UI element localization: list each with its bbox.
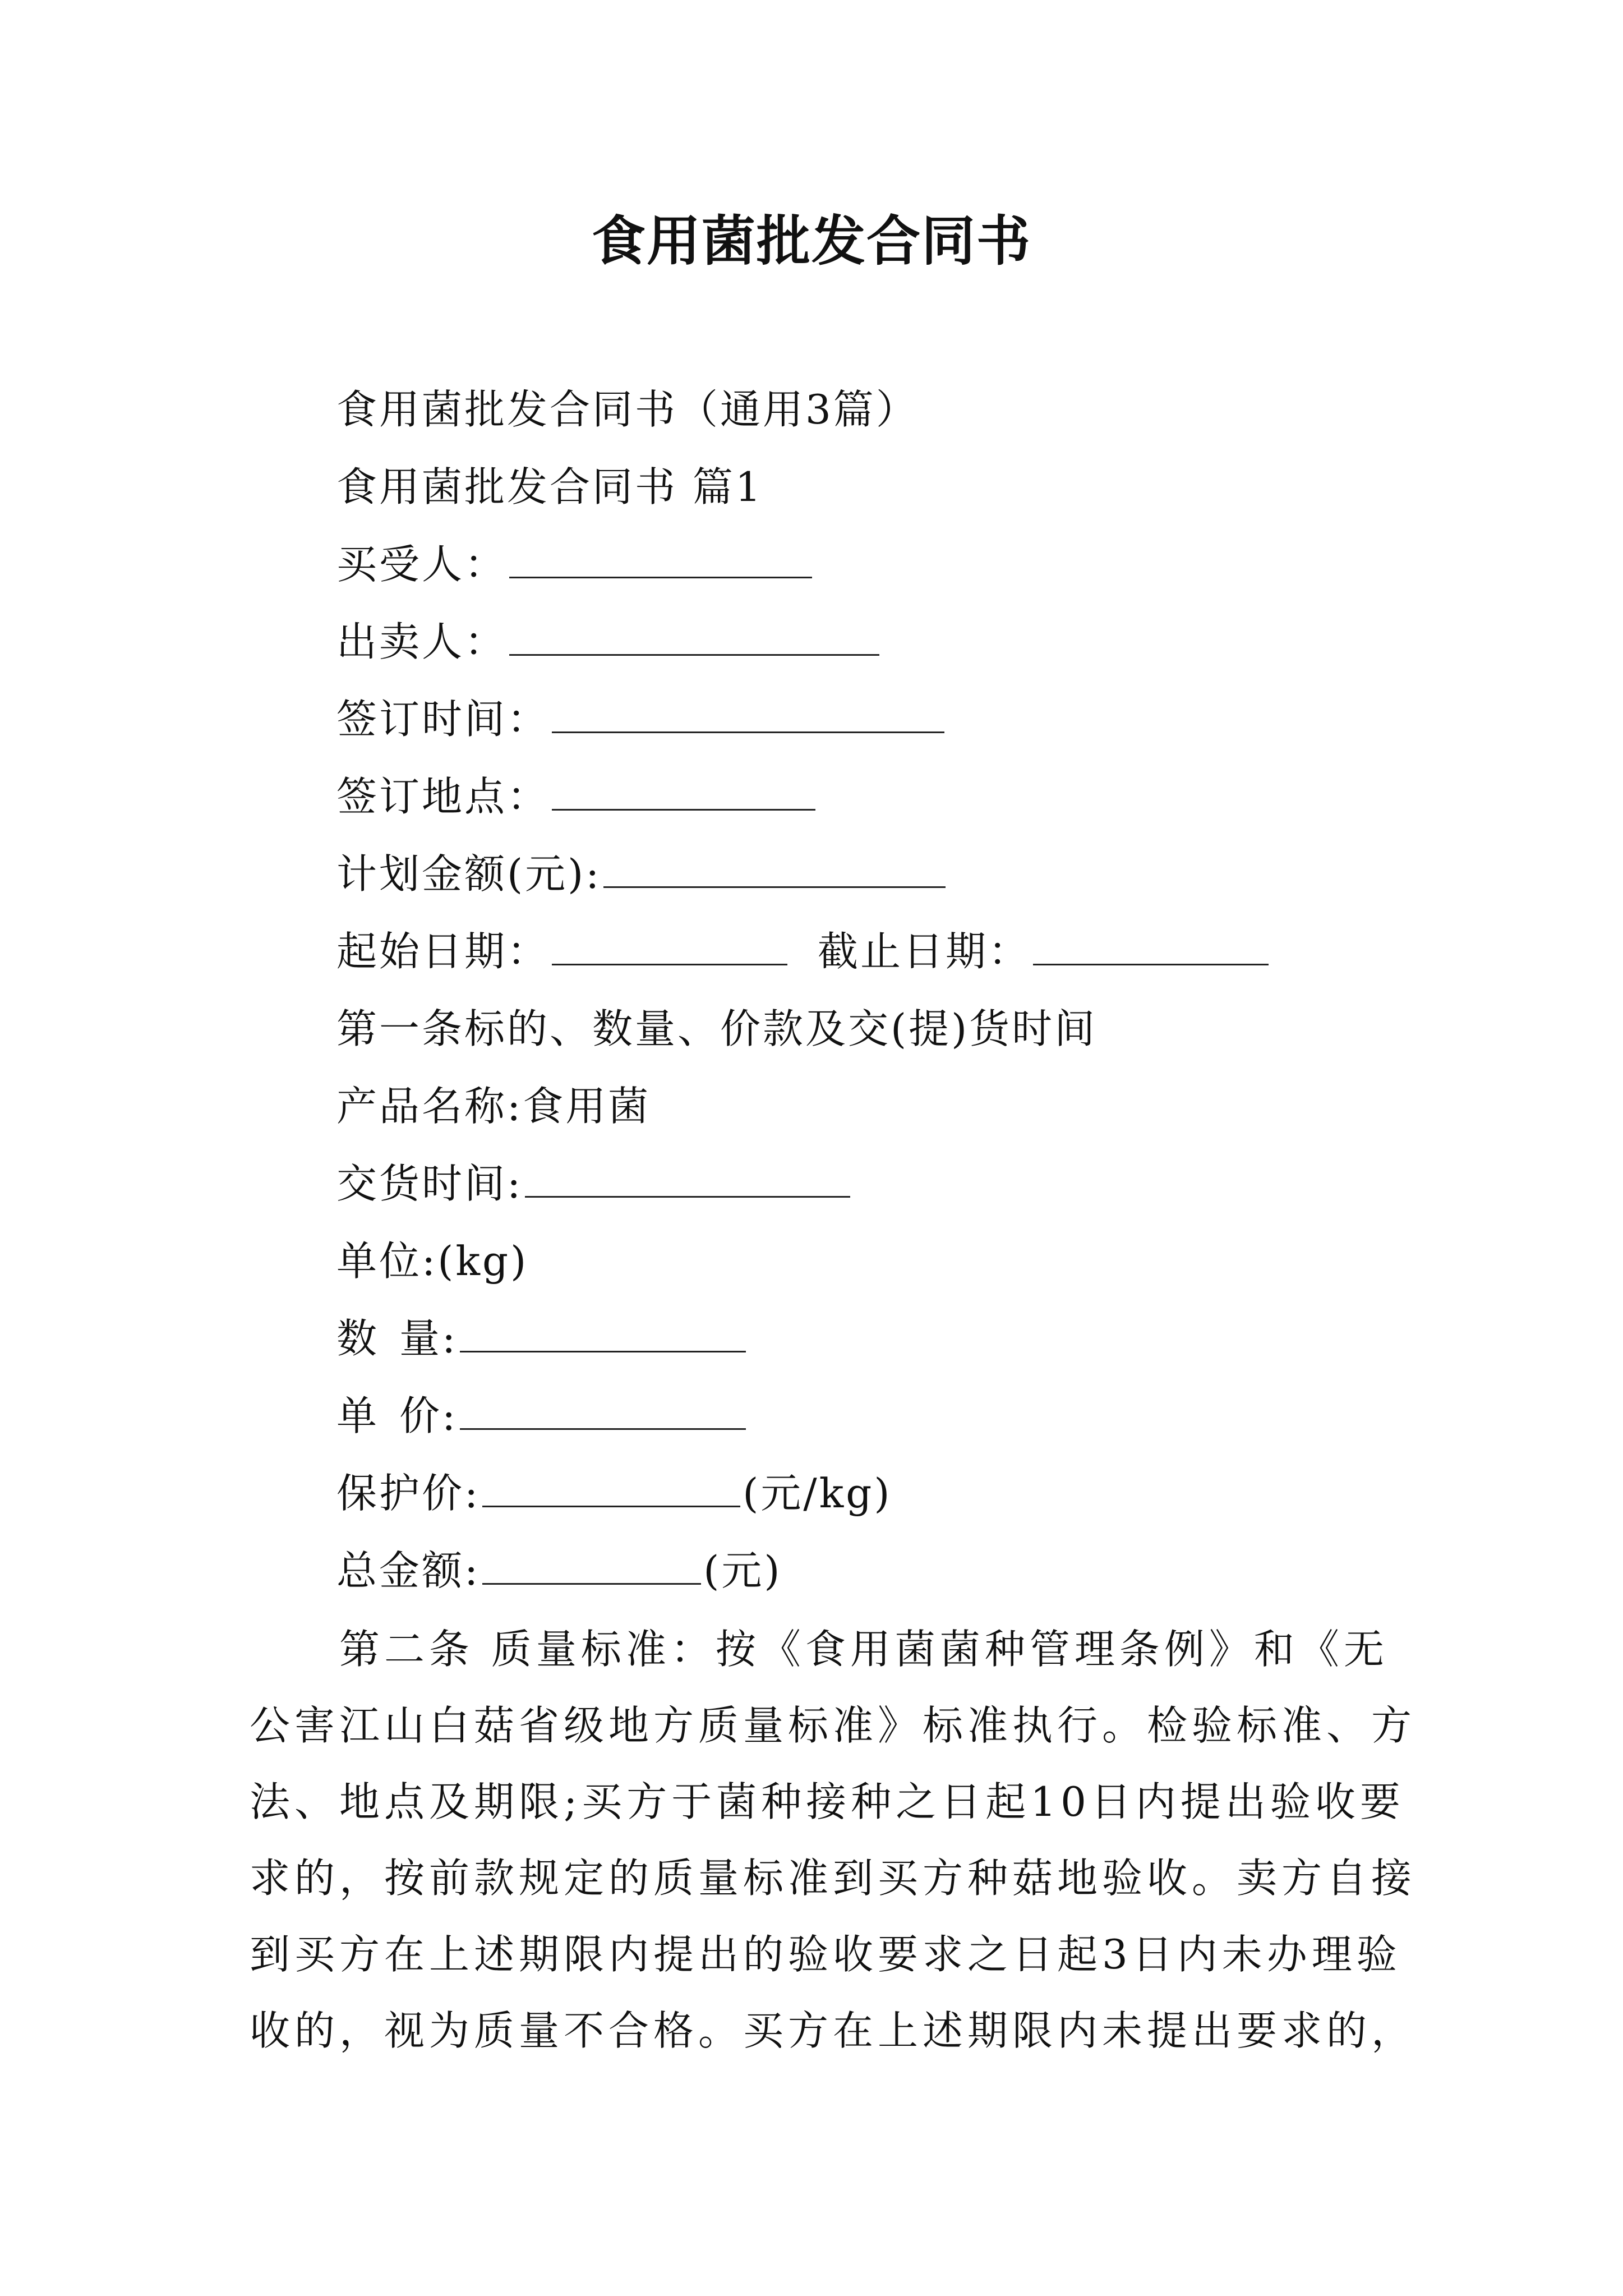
delivery-time-blank[interactable]: [525, 1167, 850, 1198]
article2-line-2: 公害江山白菇省级地方质量标准》标准执行。检验标准、方: [250, 1702, 1417, 1749]
unit-price-blank[interactable]: [460, 1399, 746, 1430]
document-title: 食用菌批发合同书: [592, 210, 1031, 273]
quantity-label-2: 量:: [399, 1315, 458, 1362]
date-range-row: [336, 918, 1271, 985]
sign-time-row: [336, 685, 947, 753]
article2-paragraph: [250, 1611, 1417, 2069]
end-date-label: 截止日期：: [818, 928, 1031, 975]
article2-line-5: 到买方在上述期限内提出的验收要求之日起3日内未办理验: [250, 1931, 1401, 1978]
sign-place-blank[interactable]: [552, 780, 815, 811]
buyer-row: [336, 531, 814, 598]
section-heading: 食用菌批发合同书 篇1: [336, 463, 763, 510]
total-amount-label: 总金额:: [336, 1547, 481, 1594]
planned-amount-row: [336, 840, 948, 908]
article2-line-6: 收的，视为质量不合格。买方在上述期限内未提出要求的，: [250, 2007, 1417, 2054]
buyer-label: 买受人：: [336, 541, 508, 588]
article2-line-1: 第二条 质量标准：按《食用菌菌种管理条例》和《无: [339, 1626, 1389, 1673]
seller-blank[interactable]: [509, 625, 879, 656]
product-name-value: 食用菌: [523, 1083, 651, 1130]
document-subtitle: 食用菌批发合同书（通用3篇）: [336, 386, 919, 433]
unit-price-label-1: 单: [336, 1392, 380, 1439]
sign-time-label: 签订时间：: [336, 696, 550, 743]
start-date-label: 起始日期：: [336, 928, 550, 975]
article2-line-3: 法、地点及期限;买方于菌种接种之日起10日内提出验收要: [250, 1778, 1405, 1825]
unit-price-row: [336, 1382, 748, 1450]
planned-amount-blank[interactable]: [603, 857, 946, 888]
sign-time-blank[interactable]: [552, 702, 944, 733]
sign-place-row: [336, 763, 818, 830]
delivery-time-row: [336, 1150, 852, 1217]
seller-row: [336, 608, 882, 675]
start-date-blank[interactable]: [552, 935, 787, 965]
quantity-blank[interactable]: [460, 1322, 746, 1352]
product-name-row: [336, 1073, 651, 1140]
unit-row: 单位:(kg): [336, 1237, 529, 1285]
sign-place-label: 签订地点：: [336, 773, 550, 820]
delivery-time-label: 交货时间:: [336, 1160, 523, 1207]
protect-price-label: 保护价:: [336, 1470, 481, 1517]
end-date-blank[interactable]: [1033, 935, 1269, 965]
total-amount-unit: (元): [703, 1547, 782, 1594]
protect-price-unit: (元/kg): [743, 1470, 892, 1517]
total-amount-row: [336, 1537, 782, 1604]
article2-line-4: 求的，按前款规定的质量标准到买方种菇地验收。卖方自接: [250, 1855, 1417, 1902]
protect-price-blank[interactable]: [482, 1476, 740, 1507]
protect-price-row: [336, 1460, 892, 1527]
planned-amount-label: 计划金额(元):: [336, 850, 602, 898]
product-name-label: 产品名称:: [336, 1083, 523, 1130]
quantity-label-1: 数: [336, 1315, 380, 1362]
buyer-blank[interactable]: [509, 547, 812, 578]
total-amount-blank[interactable]: [482, 1554, 701, 1585]
unit-price-label-2: 价:: [399, 1392, 458, 1439]
article1-heading: 第一条标的、数量、价款及交(提)货时间: [336, 1005, 1098, 1052]
seller-label: 出卖人：: [336, 618, 508, 665]
quantity-row: [336, 1305, 748, 1372]
